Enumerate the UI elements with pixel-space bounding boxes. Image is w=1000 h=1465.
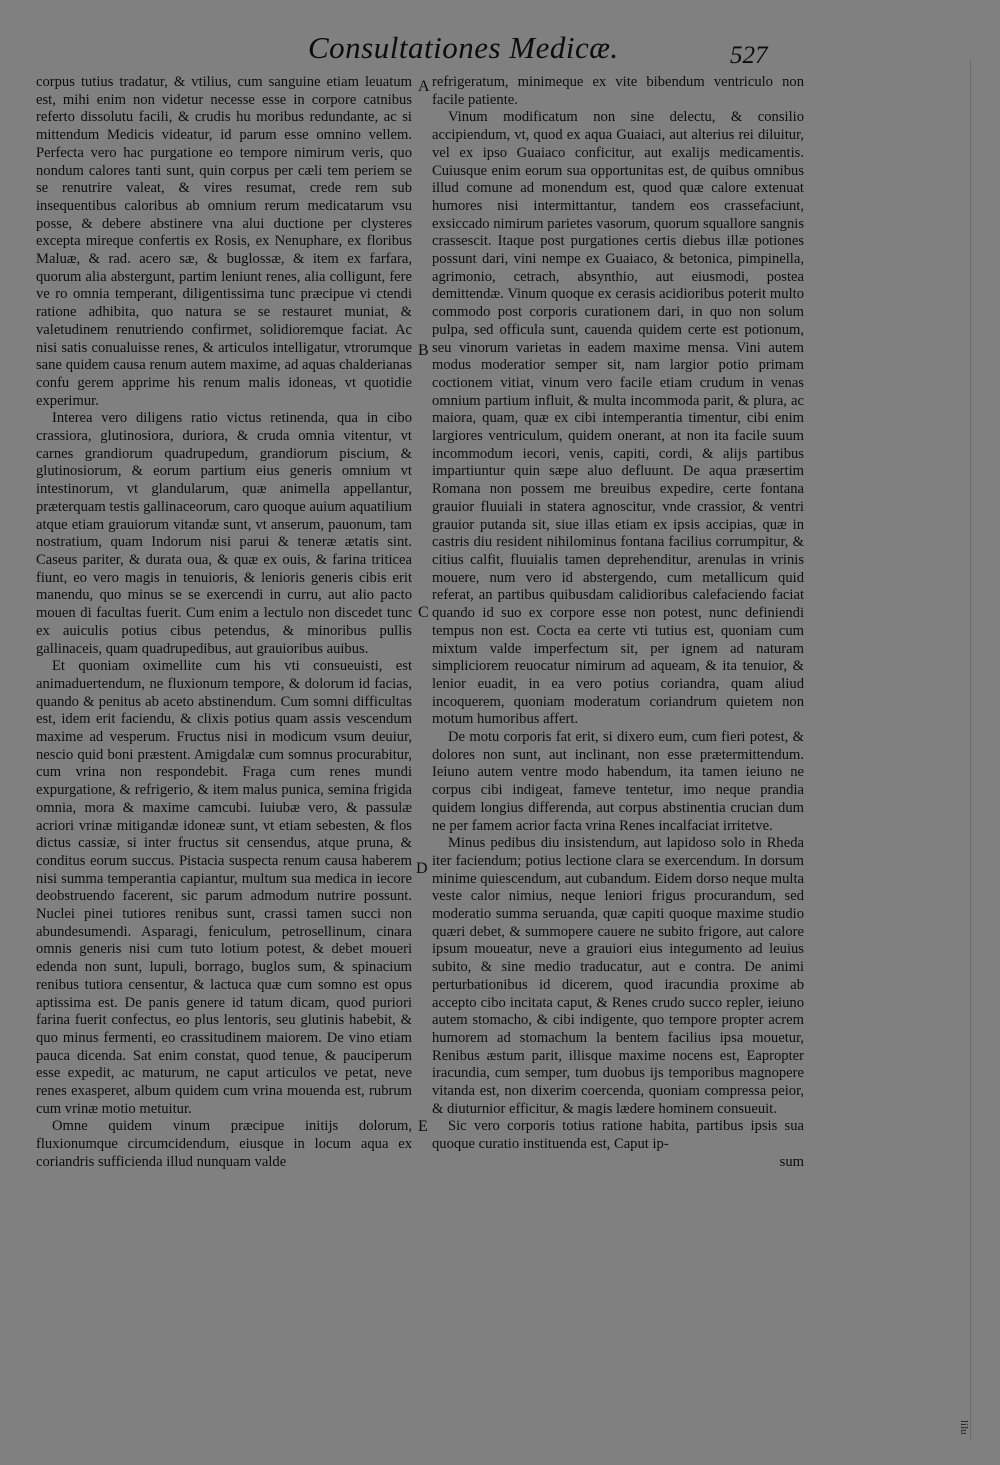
paragraph: Minus pedibus diu insistendum, aut lapidoso solo in Rheda iter faciendum; potius lectione clara se exercendum. In dorsum minime quiescendum, aut cubandum. Eidem dorso neque multa veste calor nimius, neque leniori frigus procurandum, sed moderatio summa seruanda, quæ capiti quoque maxime studio quæri debet, & summopere cauere ne subito frigore, aut calore ipsum moueatur, neve a grauiori eius integumento ad leuius subito, & sine medio traducatur, aut e contra. De animi perturbationibus id dicerem, quod iracundia proxime ab accepto cibo incitata caput, & Renes crudo succo repler, ieiuno autem stomacho, & cibi indigente, quo tempore propter acrem humorem ad stomachum la bentem facilius ipsa mouetur, Renibus æstum parit, illisque maxime nocens est, Eapropter iracundia, cum semper, tum duobus ijs temporibus magnopere vitanda est, non dixerim coercenda, quoniam compressa peior, & diuturnior efficitur, & magis lædere hominem consueuit. [432, 835, 804, 1117]
paragraph: Interea vero diligens ratio victus retinenda, qua in cibo crassiora, glutinosiora, duriora, & cruda omnia vitentur, vt carnes grandiorum quadrupedum, grandiorum piscium, & glutinosiorum, & eorum partium eius generis omnium vt intestinorum, vt glandularum, quæ animella appellantur, præterquam testis gallinaceorum, caro quoque auium aquatilium atque etiam grauiorum vitandæ sunt, vt anserum, pauonum, tam nostratium, quam Indorum nisi parui & teneræ ætatis sint. Caseus pariter, & durata oua, & quæ ex ouis, & farina triticea fiunt, eo vero magis in tenuioris, & lenioris generis cibis erit manendu, quo minus se se exercendi in curru, aut alio pacto mouen di facultas fuerit. Cum enim a lectulo non discedet tunc ex auiculis potius cibus petendus, & minoribus pullis gallinaceis, quam quadrupedibus, aut grauioribus auibus. [36, 410, 412, 657]
margin-marker-d: D [416, 860, 428, 877]
page-running-head: Consultationes Medicæ. [308, 30, 619, 65]
margin-marker-a: A [418, 78, 430, 95]
margin-marker-c: C [418, 604, 429, 621]
paragraph: De motu corporis fat erit, si dixero eum, cum fieri potest, & dolores non sunt, aut inclinant, non esse prætermittendum. Ieiuno autem ventre modo habendum, ita tamen ieiuno ne corpus cibi indigeat, fameve tentetur, imo neque prandia quidem longius differenda, aut corpus abstinentia crucian dum ne per famem acrior facta vrina Renes incalfaciat irritetve. [432, 729, 804, 834]
paragraph: Vinum modificatum non sine delectu, & consilio accipiendum, vt, quod ex aqua Guaiaci, aut alterius rei diluitur, vel ex ipso Guaiaco conficitur, aut exalijs medicamentis. Cuiusque enim eorum sua opportunitas est, de quibus omnibus illud comune ad monendum est, quod quæ calore extenuat humores nisi intermittantur, tandem eos crassefaciunt, exsiccado nimirum parietes vasorum, quorum squallore sangnis crassescit. Itaque post purgationes certis diebus illæ potiones possunt dari, vini nempe ex Guaiaco, & betonica, pimpinella, agrimonio, cetrach, absynthio, aut eiusmodi, postea demittendæ. Vinum quoque ex cerasis acidioribus poterit multo commodo post corporis curationem dari, in quo non solum pulpa, sed officula sunt, cauenda quidem certe est potionum, seu vinorum varietas in eadem maxime mensa. Vini autem modus moderatior semper sit, nam largior potio primam coctionem vitiat, vinum vero facile etiam crudum in venas omnium partium influit, & multa incommoda parit, & plura, ac maiora, quam, quæ ex cibi intemperantia timentur, cibi enim largiores ventriculum, quidem onerant, at non ita facile suum incommodum iecori, venis, capiti, cordi, & alijs partibus impartiuntur quin sæpe aluo defluunt. De aqua præsertim Romana non possem me breuibus expedire, certe fontana grauior fluuiali in statera agnoscitur, vnde crassior, & ventri grauior putanda sit, siue illas etiam ex ipsis accipias, quæ in castris diu resident nihilominus fontana facilius corrumpitur, & citius calfit, fluuialis tamen deprehenditur, arenulas in vrinis mouere, num vero id abstergendo, cum metallicum quid referat, an partibus quibusdam calidioribus calefaciendo faciat quando id suo ex corpore esse non potest, nunc definiendi tempus non est. Cocta ea certe vti tutius est, quoniam cum mixtum valde imperfectum sit, per ignem ad naturam simpliciorem reuocatur nimirum ad aqueam, & ita tenuior, & lenior euadit, in ea vero potius coriandra, quam aliud incoquerem, quoniam moderatum coriandrum quietem non motum humoribus affert. [432, 109, 804, 728]
left-text-column [36, 74, 412, 1172]
paragraph: Et quoniam oximellite cum his vti consueuisti, est animaduertendum, ne fluxionum tempore, & dolorum id facias, quando & penitus ab aceto abstinendum. Cum somni difficultas est, idem erit faciendu, & clixis potius quam assis vescendum maxime ad vesperum. Fructus nisi in modicum vsum deuiur, nescio quid boni præstent. Amigdalæ cum somnus procurabitur, cum vrina non respondebit. Fraga cum renes mundi expurgatione, & refrigerio, & item malus punica, semina frigida omnia, mora & maxime camcubi. Iuiubæ vero, & passulæ acriori vrinæ mitigandæ idoneæ sunt, vt etiam sebesten, & flos dictus cassiæ, si inter fructus sit censendus, atque pruna, & conditus eorum succus. Pistacia suspecta renum causa haberem nisi summa temperantia capiantur, multum sua medica in iecore deobstruendo facerent, sic parum admodum nutrire possunt. Nuclei pinei tutiores renibus sunt, crassi tamen succi non abundesumendi. Asparagi, feniculum, petrosellinum, cinara omnis generis nisi cum tuto lotium potest, & debet moueri edenda non sunt, lupuli, borrago, buglos sum, & spinacium renibus tutiora censentur, & lactuca quæ cum somno est opus aptissima est. De panis genere id tatum dicam, quod puriori farina fuerit confectus, eo plus lentoris, seu glutinis habebit, & quo minus fermenti, eo crassitudinem maiorem. De vino etiam pauca dicenda. Sat enim constat, quod tenue, & pauciperum esse expedit, ac maturum, ne caput articulos ve petat, neve renes exasperet, album quidem cum vrina mouenda est, rubrum cum vrinæ motio metuitur. [36, 658, 412, 1117]
paragraph: Sic vero corporis totius ratione habita, partibus ipsis sua quoque curatio instituenda est, Caput ip- [432, 1118, 804, 1153]
margin-marker-b: B [418, 342, 429, 359]
paragraph: refrigeratum, minimeque ex vite bibendum ventriculo non facile patiente. [432, 74, 804, 108]
edge-text: lilu [958, 1420, 970, 1435]
right-text-column [432, 74, 804, 1172]
margin-marker-e: E [418, 1118, 428, 1135]
catchword: sum [779, 1153, 804, 1170]
page-number: 527 [730, 42, 768, 69]
paragraph: Omne quidem vinum præcipue initijs dolorum, fluxionumque circumcidendum, eiusque in locum aqua ex coriandris sufficienda illud nunquam valde [36, 1118, 412, 1170]
page-edge-line [970, 60, 971, 1440]
paragraph: corpus tutius tradatur, & vtilius, cum sanguine etiam leuatum est, mihi enim non videtur necesse esse in corpore catnibus referto dissolutu facili, & crudis hu moribus redundante, ac si mittendum Medicis videatur, id parum esse omnino vellem. Perfecta vero hac purgatione eo tempore nimirum veris, quo nondum calores tanti sunt, quin corpus per cæli tem periem se se renutrire valeat, & vires resumat, crede rem sub insequentibus caloribus ab omnium rerum medicatarum vsu posse, & debere abstinere vna alui ductione per clysteres excepta mireque confertis ex Rosis, ex Nenuphare, ex floribus Maluæ, & rad. acero sæ, & buglossæ, & item ex farfara, quorum alia abstergunt, partim leniunt renes, alia colligunt, fere ve ro omnia temperant, diligentissima tunc præcipue vi ctendi ratione adhibita, quo natura se se restauret muniat, & valetudinem renutriendo confirmet, solidioremque faciat. Ac nisi satis conualuisse renes, & articulos intelligatur, vtrorumque sane quidem causa renum autem maxime, ad aquas chalderianas confu gerem apprime his renum malis idoneas, vt quotidie experimur. [36, 74, 412, 409]
